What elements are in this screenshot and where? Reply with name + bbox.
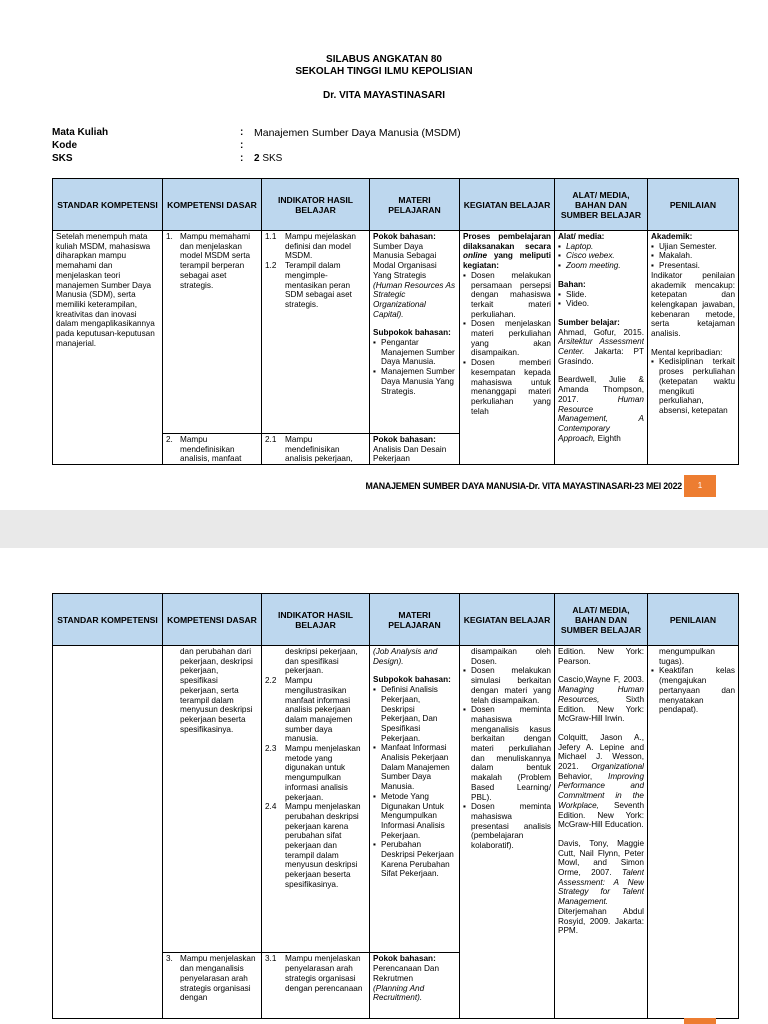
materi-pokok-text: Sumber Daya Manusia Sebagai Modal Organisasi Yang Strategis <box>373 241 437 280</box>
meta-colon: : <box>240 153 244 164</box>
list-item-text: Perubahan Deskripsi Pekerjaan Karena Perubahan Sifat Pekerjaan. <box>381 840 454 879</box>
list-item-text: Manfaat Informasi Analisis Pekerjaan Dalam Manajemen Sumber Daya Manusia. <box>381 743 450 792</box>
syllabus-title <box>0 54 768 102</box>
penilaian-text: mengumpulkan tugas). <box>659 647 715 666</box>
meta-row-code <box>52 140 738 153</box>
indikator-text: Mampu menjelaskan perubahan deskripsi pekerjaan karena perubahan sifat pekerjaan dan terampil dalam menyusun deskripsi pekerjaan beserta spesifikasinya. <box>285 802 361 889</box>
list-item: ▪ Presentasi. <box>651 261 700 271</box>
course-meta <box>52 127 738 167</box>
list-item: ▪ Manajemen Sumber Daya Manusia Yang Strategis. <box>373 367 455 396</box>
meta-row-sks <box>52 153 738 166</box>
reference-publisher: Jakarta: PT Grasindo. <box>558 347 644 366</box>
col-header-kompetensi: KOMPETENSI DASAR <box>163 594 262 646</box>
table-row <box>53 646 739 953</box>
materi-subpokok-label: Subpokok bahasan: <box>373 328 451 338</box>
list-item: ▪ Laptop. <box>558 241 594 251</box>
cell-indikator-2-cont <box>262 646 370 953</box>
meta-label-code: Kode <box>52 140 77 151</box>
reference-title-2: Behavior, <box>558 771 593 781</box>
list-item-text: Keaktifan kelas (mengajukan pertanyaan dan menyatakan pendapat). <box>659 666 735 715</box>
standar-text: Setelah menempuh mata kuliah MSDM, mahasiswa diharapkan mampu memahami dan menjelaskan teori manajemen Sumber Daya Manusia (SDM), serta memiliki keterampilan, kreativitas dan inovasi dalam mengaplikasikannya pada keputusan-keputusan manajerial. <box>56 232 155 348</box>
reference-entry <box>558 733 644 830</box>
list-item-text: Manajemen Sumber Daya Manusia Yang Strategis. <box>381 367 455 396</box>
col-header-standar: STANDAR KOMPETENSI <box>53 179 163 231</box>
col-header-kompetensi: KOMPETENSI DASAR <box>163 179 262 231</box>
col-header-kegiatan: KEGIATAN BELAJAR <box>460 179 555 231</box>
cell-indikator-2 <box>262 434 370 465</box>
indikator-item <box>265 435 366 463</box>
cell-indikator-1 <box>262 231 370 434</box>
list-item-text: Pengantar Manajemen Sumber Daya Manusia. <box>381 338 455 367</box>
cell-standar <box>53 231 163 465</box>
penilaian-indikator-text: Indikator penilaian akademik mencakup: ketepatan dan kelengkapan jawaban, kebenaran metode, serta ketajaman analisis. <box>651 270 735 339</box>
title-line-2: SEKOLAH TINGGI ILMU KEPOLISIAN <box>295 66 473 77</box>
reference-subtitle: Improving Performance and Commitment in the Workplace, <box>558 771 644 810</box>
reference-publisher: Edition. New York: Pearson. <box>558 647 644 666</box>
kd-number: 1. <box>166 232 173 241</box>
list-item-text: Presentasi. <box>659 261 700 271</box>
reference-entry <box>558 839 644 936</box>
indikator-text: Terampil dalam mengimple-mentasikan peran SDM sebagai aset strategis. <box>285 261 352 309</box>
indikator-text: Mampu mejelaskan definisi dan model MSDM. <box>285 232 356 261</box>
indikator-text: Mampu menjelaskan penyelarasan arah strategis organisasi dengan perencanaan <box>285 954 363 993</box>
indikator-item <box>265 676 366 744</box>
list-item: ▪ Makalah. <box>651 251 693 261</box>
reference-title: Human Resource Management, A Contemporary Approach, <box>558 394 644 443</box>
list-item: ▪ Dosen melakukan persamaan persepsi dengan mahasiswa terkait materi perkuliahan. <box>463 270 551 319</box>
indikator-item <box>265 261 366 310</box>
reference-author: Beardwell, Julie & Amanda Thompson, 2017. <box>558 375 644 404</box>
reference-author: Colquitt, Jason A., Jefery A. Lepine and Michael J. Wesson, 2021. <box>558 732 644 772</box>
kegiatan-title <box>463 232 551 271</box>
cell-indikator-3 <box>262 953 370 1019</box>
penilaian-mental-label: Mental kepribadian: <box>651 347 723 357</box>
cell-penilaian <box>648 646 739 1019</box>
indikator-number: 1.2 <box>265 261 277 271</box>
kd-text: Mampu mendefinisikan analisis, manfaat <box>180 435 242 463</box>
materi-pokok-text: Perencanaan Dan Rekrutmen <box>373 964 440 983</box>
page-number-badge: 1 <box>684 475 716 497</box>
table-row <box>53 231 739 434</box>
title-line-1: SILABUS ANGKATAN 80 <box>326 54 442 65</box>
list-item-text: Dosen meminta mahasiswa presentasi analisis (pembelajaran kolaboratif). <box>471 802 551 851</box>
indikator-item <box>265 744 366 802</box>
list-item-text: Dosen memberi kesempatan kepada mahasiswa untuk menanggapi materi perkuliahan yang telah <box>471 358 551 416</box>
document-page-1 <box>0 0 768 510</box>
list-item: ▪ Dosen melakukan simulasi berkaitan dengan materi yang telah disampaikan. <box>463 666 551 705</box>
meta-colon: : <box>240 127 244 138</box>
kd-text: dan perubahan dari pekerjaan, deskripsi pekerjaan, spesifikasi pekerjaan, serta terampil dalam menyusun deskripsi pekerjaan beserta spesifikasinya. <box>180 647 253 734</box>
col-header-penilaian: PENILAIAN <box>648 594 739 646</box>
cell-penilaian <box>648 231 739 465</box>
cell-kegiatan <box>460 646 555 1019</box>
author-name: Dr. VITA MAYASTINASARI <box>322 90 446 101</box>
meta-label-course: Mata Kuliah <box>52 127 109 138</box>
reference-entry <box>558 328 644 367</box>
reference-publisher: Seventh Edition. New York: McGraw-Hill Education. <box>558 800 644 830</box>
reference-entry <box>558 375 644 443</box>
list-item-text: Dosen melakukan persamaan persepsi dengan mahasiswa terkait materi perkuliahan. <box>471 270 551 319</box>
materi-pokok-english: (Human Resources As Strategic Organizational Capital). <box>373 280 456 319</box>
indikator-item <box>265 802 366 889</box>
syllabus-table-page-2 <box>52 593 739 1019</box>
list-item: ▪ Definisi Analisis Pekerjaan, Deskripsi Pekerjaan, Dan Spesifikasi Pekerjaan. <box>373 685 456 743</box>
kd-text: Mampu memahami dan menjelaskan model MSDM serta terampil berperan sebagai aset strategis. <box>180 232 251 290</box>
list-item: ▪ Video. <box>558 299 590 309</box>
kd-item <box>166 232 258 290</box>
materi-pokok-label: Pokok bahasan: <box>373 232 436 241</box>
indikator-text: Mampu menjelaskan metode yang digunakan untuk mengumpulkan informasi analisis pekerjaan. <box>285 744 361 802</box>
list-item: ▪ Manfaat Informasi Analisis Pekerjaan Dalam Manajemen Sumber Daya Manusia. <box>373 743 456 792</box>
kegiatan-title-text: Proses pembelajaran dilaksanakan secara <box>463 232 551 251</box>
kd-text: Mampu menjelaskan dan menganalisis penyelarasan arah strategis organisasi dengan <box>180 954 256 1003</box>
kd-number: 3. <box>166 954 173 964</box>
alat-sumber-label: Sumber belajar: <box>558 317 620 327</box>
list-item-text: Makalah. <box>659 251 693 261</box>
penilaian-akademik-label: Akademik: <box>651 232 693 241</box>
reference-title: Managing Human Resources, <box>558 685 644 704</box>
materi-pokok-text: Analisis Dan Desain Pekerjaan <box>373 444 447 463</box>
indikator-number: 2.3 <box>265 744 277 754</box>
alat-media-label: Alat/ media: <box>558 232 605 241</box>
cell-alat <box>555 646 648 1019</box>
list-item: ▪ Slide. <box>558 289 587 299</box>
list-item-text: Laptop. <box>566 241 594 251</box>
materi-pokok-english: (Planning And Recruitment). <box>373 983 425 1003</box>
indikator-number: 1.1 <box>265 232 277 241</box>
reference-title: Talent Assessment: A New Strategy for Talent Management. <box>558 868 644 907</box>
indikator-number: 2.1 <box>265 435 277 444</box>
list-item: ▪ Ujian Semester. <box>651 241 717 251</box>
indikator-text: Mampu mendefinisikan analisis pekerjaan, <box>285 435 353 463</box>
sks-number: 2 <box>254 153 260 164</box>
cell-kompetensi-1 <box>163 231 262 434</box>
kegiatan-title-text-2: yang meliputi kegiatan: <box>463 251 551 271</box>
indikator-text: Mampu mengilustrasikan manfaat informasi analisis pekerjaan dalam manajemen sumber daya manusia. <box>285 676 353 744</box>
cell-kompetensi-3 <box>163 953 262 1019</box>
list-item-text: Kedisiplinan terkait proses perkuliahan (ketepatan waktu mengikuti perkuliahan, absensi, ketepatan <box>659 357 735 415</box>
list-item: ▪ Zoom meeting. <box>558 261 621 271</box>
indikator-text: deskripsi pekerjaan, dan spesifikasi pekerjaan. <box>285 647 358 676</box>
cell-kegiatan <box>460 231 555 465</box>
cell-kompetensi-2 <box>163 434 262 465</box>
reference-entry <box>558 675 644 724</box>
col-header-penilaian: PENILAIAN <box>648 179 739 231</box>
kd-item <box>166 435 258 463</box>
reference-author: Ahmad, Gofur, 2015. <box>558 327 644 337</box>
document-page-2 <box>0 548 768 1024</box>
list-item-text: Zoom meeting. <box>566 261 621 271</box>
col-header-materi: MATERI PELAJARAN <box>370 594 460 646</box>
list-item-text: Dosen meminta mahasiswa menganalisis kasus berkaitan dengan materi perkuliahan dan menuliskannya dalam bentuk makalah (Problem Based Learning/ PBL). <box>471 705 551 802</box>
list-item-text: Video. <box>566 299 590 309</box>
kd-number: 2. <box>166 435 173 444</box>
list-item: ▪ Perubahan Deskripsi Pekerjaan Karena Perubahan Sifat Pekerjaan. <box>373 840 456 879</box>
cell-materi-2 <box>370 434 460 465</box>
list-item-text: Definisi Analisis Pekerjaan, Deskripsi Pekerjaan, Dan Spesifikasi Pekerjaan. <box>381 685 438 743</box>
materi-subpokok-label: Subpokok bahasan: <box>373 675 451 685</box>
indikator-item <box>265 954 366 993</box>
list-item: ▪ Pengantar Manajemen Sumber Daya Manusia. <box>373 338 455 367</box>
col-header-alat: ALAT/ MEDIA, BAHAN DAN SUMBER BELAJAR <box>555 179 648 231</box>
indikator-number: 2.4 <box>265 802 277 812</box>
list-item-text: Dosen menjelaskan materi perkuliahan yang akan disampaikan. <box>471 319 551 358</box>
materi-pokok-english: (Job Analysis and Design). <box>373 647 438 666</box>
kegiatan-title-online: online <box>463 251 488 261</box>
materi-pokok-label: Pokok bahasan: <box>373 435 436 444</box>
col-header-kegiatan: KEGIATAN BELAJAR <box>460 594 555 646</box>
meta-colon: : <box>240 140 244 151</box>
list-item: ▪ Dosen meminta mahasiswa menganalisis kasus berkaitan dengan materi perkuliahan dan menuliskannya dalam bentuk makalah (Problem Based Learning/ PBL). <box>463 705 551 802</box>
meta-value-sks <box>254 153 282 166</box>
kegiatan-text: disampaikan oleh Dosen. <box>471 647 551 666</box>
cell-standar <box>53 646 163 1019</box>
list-item-text: Dosen melakukan simulasi berkaitan dengan materi yang telah disampaikan. <box>471 666 551 705</box>
list-item: ▪ Kedisiplinan terkait proses perkuliahan (ketepatan waktu mengikuti perkuliahan, absensi, ketepatan <box>651 357 735 415</box>
indikator-item <box>265 232 366 261</box>
reference-author: Cascio,Wayne F, 2003. <box>558 675 644 685</box>
list-item-text: Metode Yang Digunakan Untuk Mengumpulkan Informasi Analisis Pekerjaan. <box>381 791 445 840</box>
meta-label-sks: SKS <box>52 153 73 164</box>
list-item: ▪ Dosen meminta mahasiswa presentasi analisis (pembelajaran kolaboratif). <box>463 802 551 851</box>
list-item: ▪ Cisco webex. <box>558 251 615 261</box>
materi-pokok-label: Pokok bahasan: <box>373 954 436 964</box>
page-number-badge <box>684 1018 716 1024</box>
col-header-standar: STANDAR KOMPETENSI <box>53 594 163 646</box>
cell-materi-2-cont <box>370 646 460 953</box>
col-header-indikator: INDIKATOR HASIL BELAJAR <box>262 594 370 646</box>
reference-publisher: Eighth <box>597 433 621 443</box>
reference-title: Organizational <box>591 762 644 772</box>
reference-title: Arsitektur Assessment Center. <box>558 337 644 357</box>
list-item: ▪ Dosen menjelaskan materi perkuliahan yang akan disampaikan. <box>463 319 551 358</box>
list-item: ▪ Dosen memberi kesempatan kepada mahasiswa untuk menanggapi materi perkuliahan yang telah <box>463 358 551 416</box>
meta-value-course: Manajemen Sumber Daya Manusia (MSDM) <box>254 127 461 139</box>
list-item-text: Ujian Semester. <box>659 241 717 251</box>
alat-bahan-label: Bahan: <box>558 279 586 289</box>
syllabus-table-page-1 <box>52 178 739 465</box>
indikator-number: 3.1 <box>265 954 277 964</box>
indikator-number: 2.2 <box>265 676 277 686</box>
list-item: ▪ Keaktifan kelas (mengajukan pertanyaan dan menyatakan pendapat). <box>651 666 735 715</box>
list-item-text: Cisco webex. <box>566 251 615 261</box>
reference-author: Davis, Tony, Maggie Cutt, Nail Flynn, Peter Mowl, and Simon Orme, 2007. <box>558 838 644 878</box>
col-header-materi: MATERI PELAJARAN <box>370 179 460 231</box>
reference-publisher: Sixth Edition. New York: McGraw-Hill Irwin. <box>558 694 644 724</box>
list-item-text: Slide. <box>566 289 587 299</box>
col-header-alat: ALAT/ MEDIA, BAHAN DAN SUMBER BELAJAR <box>555 594 648 646</box>
cell-materi-3 <box>370 953 460 1019</box>
cell-kompetensi-2-cont <box>163 646 262 953</box>
cell-materi-1 <box>370 231 460 434</box>
col-header-indikator: INDIKATOR HASIL BELAJAR <box>262 179 370 231</box>
page-footer: MANAJEMEN SUMBER DAYA MANUSIA-Dr. VITA MAYASTINASARI-23 MEI 2022 <box>365 481 682 491</box>
reference-publisher: Diterjemahan Abdul Rosyid, 2009. Jakarta: PPM. <box>558 906 644 936</box>
sks-unit: SKS <box>262 153 283 164</box>
meta-row-course <box>52 127 738 140</box>
kd-item <box>166 954 258 1003</box>
cell-alat <box>555 231 648 465</box>
list-item: ▪ Metode Yang Digunakan Untuk Mengumpulkan Informasi Analisis Pekerjaan. <box>373 792 456 841</box>
